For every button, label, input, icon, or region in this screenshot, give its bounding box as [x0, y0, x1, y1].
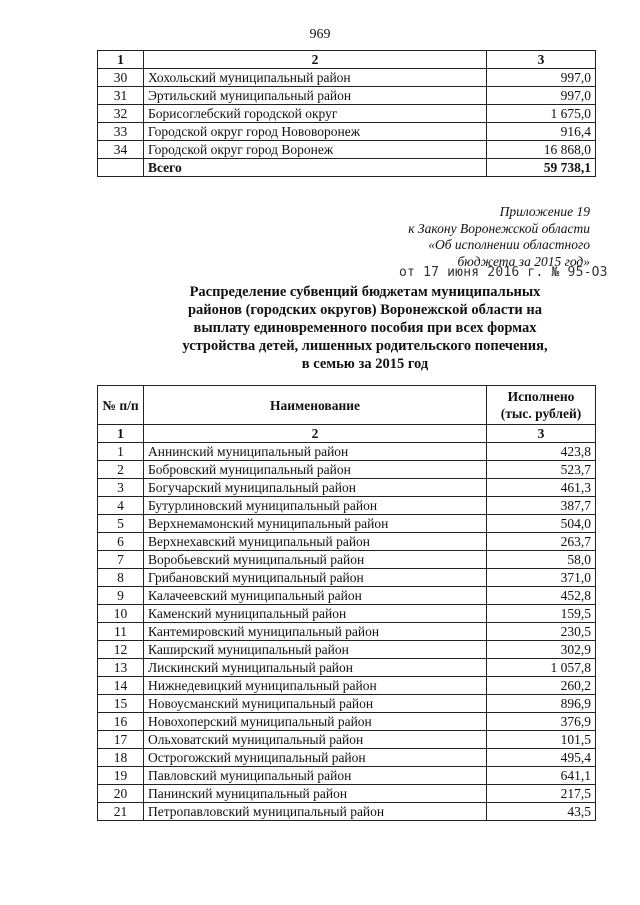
- row-value: 461,3: [487, 479, 596, 497]
- table-row: [98, 623, 596, 641]
- row-number: 13: [98, 659, 144, 677]
- row-value: 260,2: [487, 677, 596, 695]
- row-name: Городской округ город Нововоронеж: [144, 123, 487, 141]
- row-number: 15: [98, 695, 144, 713]
- row-name: Острогожский муниципальный район: [144, 749, 487, 767]
- table-row: [98, 659, 596, 677]
- row-number: 12: [98, 641, 144, 659]
- table-row: [98, 749, 596, 767]
- row-name: Городской округ город Воронеж: [144, 141, 487, 159]
- row-name: Богучарский муниципальный район: [144, 479, 487, 497]
- row-name: Бутурлиновский муниципальный район: [144, 497, 487, 515]
- row-value: 1 057,8: [487, 659, 596, 677]
- title-line: Распределение субвенций бюджетам муниципальных: [189, 284, 541, 300]
- table-row: [98, 497, 596, 515]
- table2-header-name: Наименование: [144, 386, 487, 425]
- table-continued: [97, 50, 596, 177]
- table2-body: [98, 386, 596, 821]
- row-number: 10: [98, 605, 144, 623]
- row-name: Петропавловский муниципальный район: [144, 803, 487, 821]
- table1-header-col1: 1: [98, 51, 144, 69]
- row-number: 14: [98, 677, 144, 695]
- row-number: 16: [98, 713, 144, 731]
- row-name: Новохоперский муниципальный район: [144, 713, 487, 731]
- table2-numbering-row: [98, 425, 596, 443]
- row-name: Воробьевский муниципальный район: [144, 551, 487, 569]
- appendix-line: «Об исполнении областного: [428, 237, 590, 252]
- row-name: Верхнехавский муниципальный район: [144, 533, 487, 551]
- row-number: 30: [98, 69, 144, 87]
- row-value: 263,7: [487, 533, 596, 551]
- row-name: Хохольский муниципальный район: [144, 69, 487, 87]
- row-value: 916,4: [487, 123, 596, 141]
- row-value: 101,5: [487, 731, 596, 749]
- row-number: 33: [98, 123, 144, 141]
- row-number: 8: [98, 569, 144, 587]
- table-row: [98, 569, 596, 587]
- table-row: [98, 443, 596, 461]
- row-number: 32: [98, 105, 144, 123]
- row-number: 4: [98, 497, 144, 515]
- row-number: 7: [98, 551, 144, 569]
- row-number: 2: [98, 461, 144, 479]
- table-row: [98, 479, 596, 497]
- row-value: 896,9: [487, 695, 596, 713]
- table-row: [98, 803, 596, 821]
- row-value: 495,4: [487, 749, 596, 767]
- row-name: Каменский муниципальный район: [144, 605, 487, 623]
- row-number: 5: [98, 515, 144, 533]
- row-value: 217,5: [487, 785, 596, 803]
- row-name: Аннинский муниципальный район: [144, 443, 487, 461]
- row-name: Калачеевский муниципальный район: [144, 587, 487, 605]
- page-number: 969: [309, 27, 331, 42]
- row-name: Борисоглебский городской округ: [144, 105, 487, 123]
- row-number: 6: [98, 533, 144, 551]
- table2-numbering-col2: 2: [144, 425, 487, 443]
- table-row: [98, 461, 596, 479]
- total-no: [98, 159, 144, 177]
- row-name: Кантемировский муниципальный район: [144, 623, 487, 641]
- table-row: [98, 515, 596, 533]
- title-line: устройства детей, лишенных родительского попечения,: [182, 338, 548, 354]
- registration-stamp: от 17 июня 2016 г. № 95-ОЗ: [399, 265, 608, 280]
- table-row: [98, 767, 596, 785]
- row-value: 452,8: [487, 587, 596, 605]
- row-number: 11: [98, 623, 144, 641]
- total-label: Всего: [144, 159, 487, 177]
- table-row: [98, 551, 596, 569]
- row-name: Нижнедевицкий муниципальный район: [144, 677, 487, 695]
- title-line: в семью за 2015 год: [301, 356, 429, 372]
- row-number: 34: [98, 141, 144, 159]
- appendix-note: [408, 204, 590, 270]
- row-name: Верхнемамонский муниципальный район: [144, 515, 487, 533]
- table2-header-value: Исполнено (тыс. рублей): [487, 386, 596, 425]
- appendix-line: к Закону Воронежской области: [408, 220, 590, 236]
- row-value: 997,0: [487, 87, 596, 105]
- row-number: 31: [98, 87, 144, 105]
- row-number: 18: [98, 749, 144, 767]
- row-number: 20: [98, 785, 144, 803]
- table2-header-row: [98, 386, 596, 425]
- row-name: Бобровский муниципальный район: [144, 461, 487, 479]
- table2-header-no: № п/п: [98, 386, 144, 425]
- table-row: [98, 105, 596, 123]
- table-row: [98, 605, 596, 623]
- appendix-line: бюджета за 2015 год»: [457, 253, 590, 269]
- table-row: [98, 785, 596, 803]
- table-row: [98, 677, 596, 695]
- row-number: 3: [98, 479, 144, 497]
- row-value: 159,5: [487, 605, 596, 623]
- table-row: [98, 641, 596, 659]
- table-row: [98, 123, 596, 141]
- document-title: [130, 283, 600, 373]
- row-name: Грибановский муниципальный район: [144, 569, 487, 587]
- row-name: Новоусманский муниципальный район: [144, 695, 487, 713]
- row-number: 1: [98, 443, 144, 461]
- row-name: Каширский муниципальный район: [144, 641, 487, 659]
- table1-body: [98, 51, 596, 177]
- row-value: 302,9: [487, 641, 596, 659]
- table2-numbering-col1: 1: [98, 425, 144, 443]
- table2-numbering-col3: 3: [487, 425, 596, 443]
- row-value: 371,0: [487, 569, 596, 587]
- table-row: [98, 87, 596, 105]
- row-number: 19: [98, 767, 144, 785]
- table1-header-col3: 3: [487, 51, 596, 69]
- row-name: Ольховатский муниципальный район: [144, 731, 487, 749]
- title-line: районов (городских округов) Воронежской области на: [187, 302, 543, 318]
- table-row: [98, 695, 596, 713]
- row-value: 16 868,0: [487, 141, 596, 159]
- title-line: выплату единовременного пособия при всех формах: [193, 320, 537, 336]
- table-row: [98, 141, 596, 159]
- table-row: [98, 713, 596, 731]
- total-value: 59 738,1: [487, 159, 596, 177]
- subsidy-table: [97, 385, 596, 821]
- table-row: [98, 731, 596, 749]
- row-name: Лискинский муниципальный район: [144, 659, 487, 677]
- row-value: 504,0: [487, 515, 596, 533]
- table1-header-row: [98, 51, 596, 69]
- row-name: Эртильский муниципальный район: [144, 87, 487, 105]
- row-value: 376,9: [487, 713, 596, 731]
- row-value: 997,0: [487, 69, 596, 87]
- row-value: 523,7: [487, 461, 596, 479]
- row-value: 230,5: [487, 623, 596, 641]
- row-number: 21: [98, 803, 144, 821]
- row-number: 9: [98, 587, 144, 605]
- table-row: [98, 587, 596, 605]
- row-value: 423,8: [487, 443, 596, 461]
- row-name: Павловский муниципальный район: [144, 767, 487, 785]
- row-value: 387,7: [487, 497, 596, 515]
- total-row: [98, 159, 596, 177]
- table1-header-col2: 2: [144, 51, 487, 69]
- appendix-line: Приложение 19: [499, 204, 590, 219]
- row-name: Панинский муниципальный район: [144, 785, 487, 803]
- row-number: 17: [98, 731, 144, 749]
- table-row: [98, 533, 596, 551]
- table-row: [98, 69, 596, 87]
- row-value: 1 675,0: [487, 105, 596, 123]
- row-value: 641,1: [487, 767, 596, 785]
- row-value: 58,0: [487, 551, 596, 569]
- row-value: 43,5: [487, 803, 596, 821]
